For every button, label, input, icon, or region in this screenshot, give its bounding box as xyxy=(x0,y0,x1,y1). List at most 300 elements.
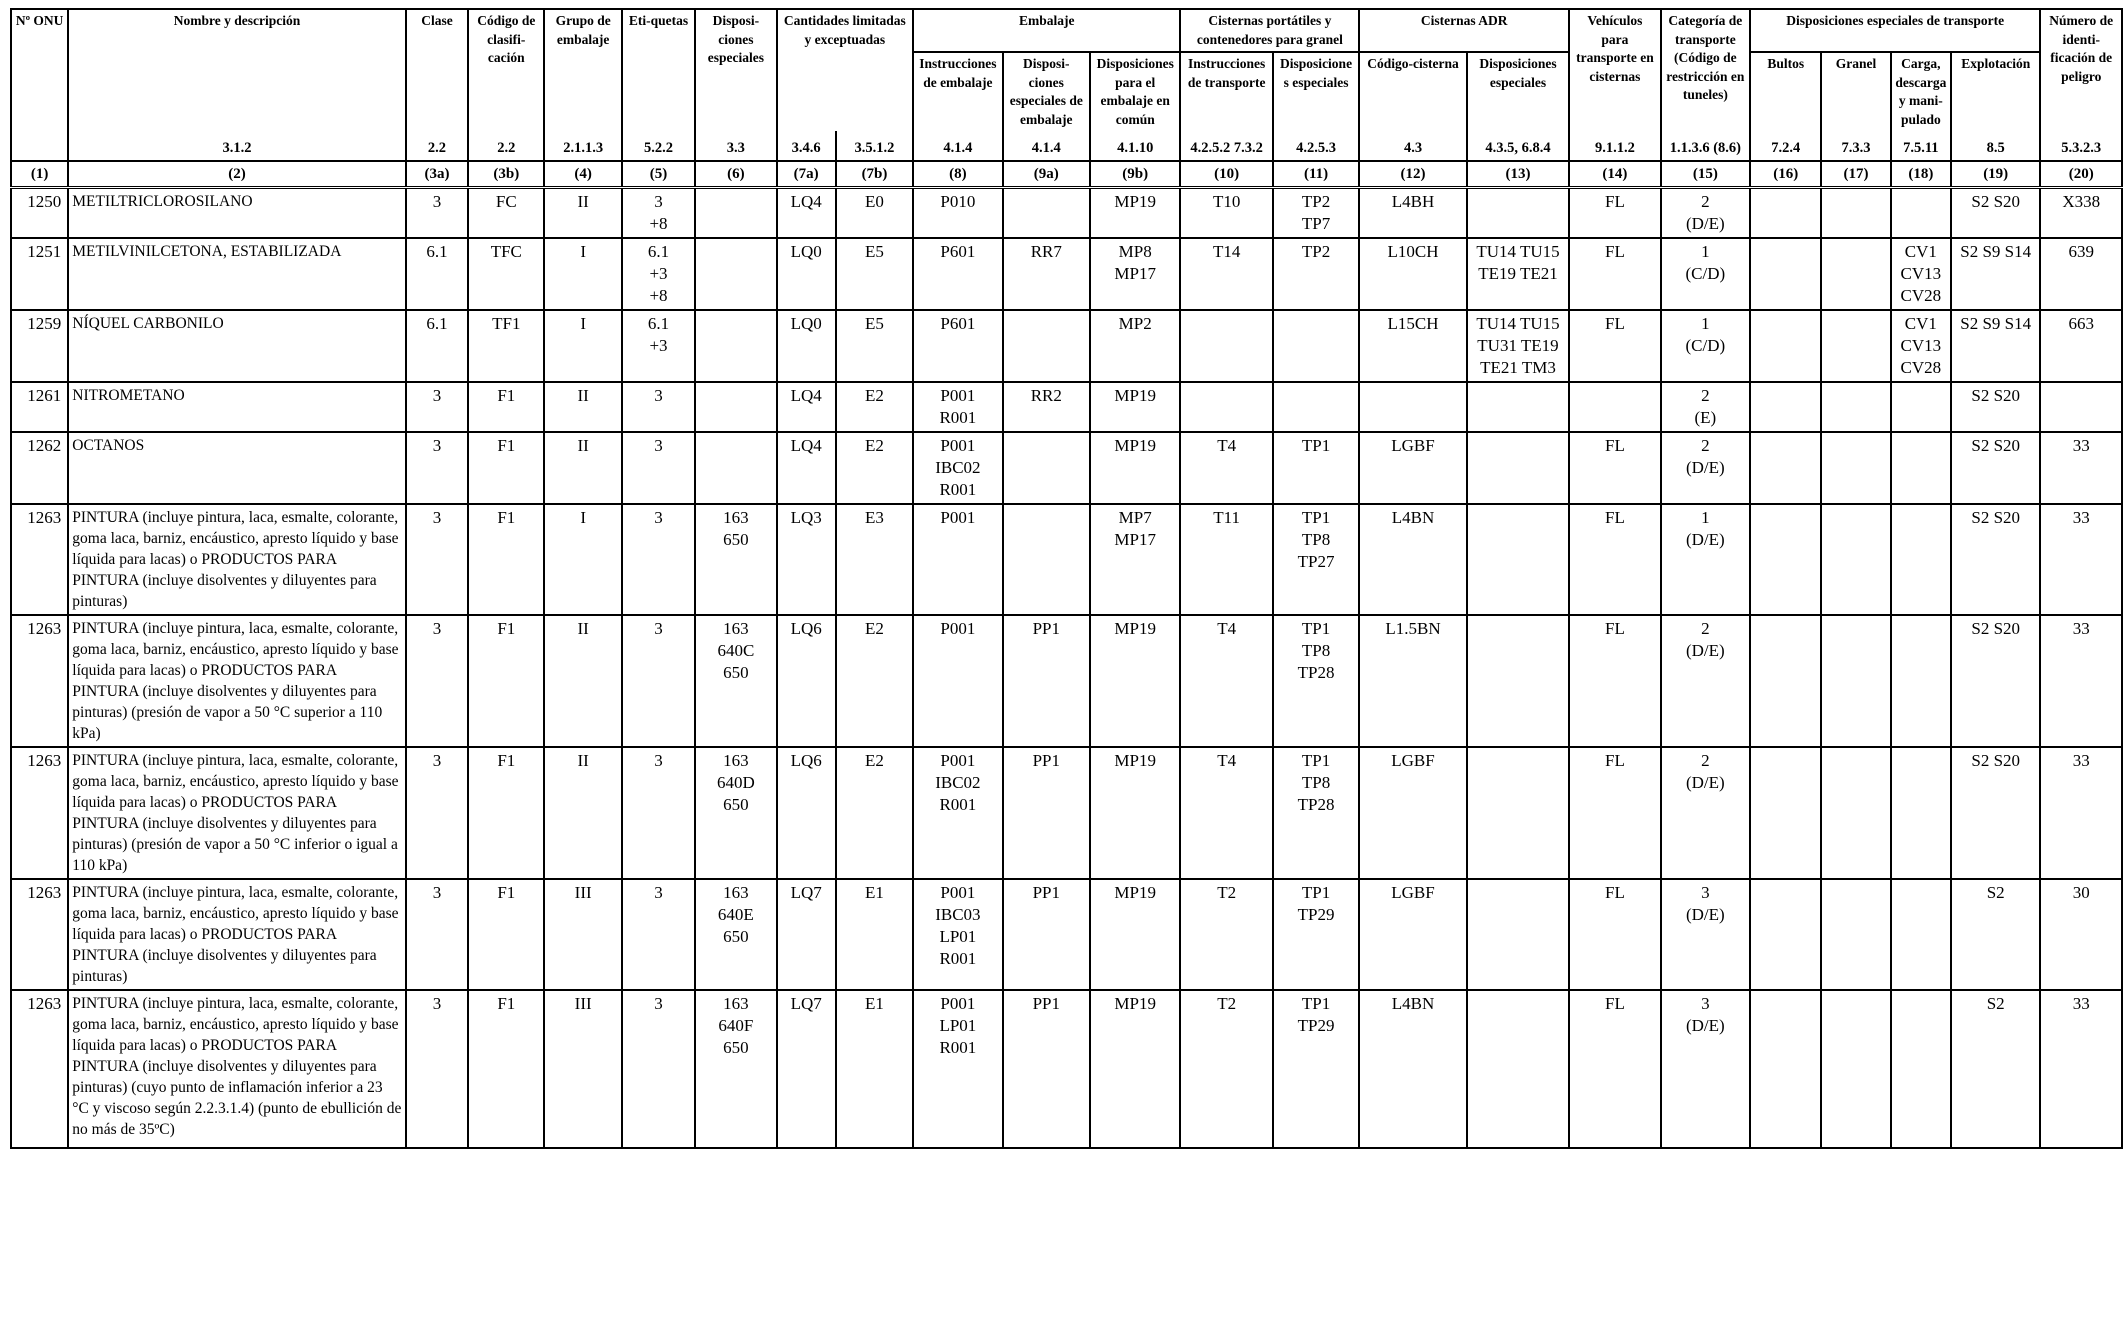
table-row xyxy=(11,879,2122,990)
cell-c7a: LQ4 xyxy=(777,382,836,432)
cell-c13 xyxy=(1467,432,1569,504)
cell-c20: 33 xyxy=(2040,615,2122,747)
column-number-cell: (16) xyxy=(1750,161,1821,188)
cell-c7a: LQ0 xyxy=(777,238,836,310)
cell-c17 xyxy=(1821,747,1890,879)
cell-c17 xyxy=(1821,615,1890,747)
header-hazard-id-number: Número de identi-ficación de peligro xyxy=(2040,9,2122,131)
cell-c18 xyxy=(1891,432,1951,504)
cell-c9a: PP1 xyxy=(1003,879,1090,990)
cell-c15: 1 (C/D) xyxy=(1661,238,1750,310)
cell-c13 xyxy=(1467,747,1569,879)
cell-c2: PINTURA (incluye pintura, laca, esmalte, colorante, goma laca, barniz, encáustico, apresto líquido y base líquida para lacas) o PRODUCTOS PARA PINTURA (incluye disolventes y diluyentes para pinturas) xyxy=(68,504,406,615)
cell-c8: P601 xyxy=(913,310,1002,382)
cell-c12: LGBF xyxy=(1359,432,1467,504)
cell-c19: S2 xyxy=(1951,990,2040,1148)
cell-c10: T11 xyxy=(1180,504,1272,615)
cell-c16 xyxy=(1750,238,1821,310)
header-special-provisions: Disposi-ciones especiales xyxy=(695,9,776,131)
table-row xyxy=(11,238,2122,310)
cell-c14 xyxy=(1569,382,1660,432)
column-number-cell: (14) xyxy=(1569,161,1660,188)
cell-c1: 1262 xyxy=(11,432,68,504)
cell-c15: 2 (D/E) xyxy=(1661,187,1750,238)
reference-row xyxy=(11,131,2122,161)
cell-c2: NÍQUEL CARBONILO xyxy=(68,310,406,382)
cell-c10 xyxy=(1180,310,1272,382)
cell-c9b: MP19 xyxy=(1090,990,1180,1148)
header-transport-provisions-group: Disposiciones especiales de transporte xyxy=(1750,9,2040,52)
table-row xyxy=(11,310,2122,382)
header-operation: Explotación xyxy=(1951,52,2040,131)
header-packing-group: Grupo de embalaje xyxy=(544,9,621,131)
cell-c14: FL xyxy=(1569,990,1660,1148)
cell-c6: 163 640E 650 xyxy=(695,879,776,990)
cell-c17 xyxy=(1821,238,1890,310)
cell-c5: 6.1 +3 +8 xyxy=(622,238,695,310)
ref-cell: 2.1.1.3 xyxy=(544,131,621,161)
cell-c15: 1 (C/D) xyxy=(1661,310,1750,382)
column-number-cell: (1) xyxy=(11,161,68,188)
cell-c19: S2 S20 xyxy=(1951,615,2040,747)
cell-c18 xyxy=(1891,615,1951,747)
header-transport-category: Categoría de transporte (Código de restricción en tuneles) xyxy=(1661,9,1750,131)
ref-cell: 4.3 xyxy=(1359,131,1467,161)
cell-c18 xyxy=(1891,382,1951,432)
cell-c7b: E5 xyxy=(836,310,913,382)
ref-cell: 7.3.3 xyxy=(1821,131,1890,161)
dangerous-goods-table xyxy=(10,8,2123,1149)
column-number-cell: (3b) xyxy=(468,161,544,188)
cell-c3b: F1 xyxy=(468,504,544,615)
cell-c13 xyxy=(1467,879,1569,990)
cell-c9b: MP19 xyxy=(1090,747,1180,879)
cell-c19: S2 S9 S14 xyxy=(1951,310,2040,382)
header-name-description: Nombre y descripción xyxy=(68,9,406,131)
header-limited-excepted-quantities: Cantidades limitadas y exceptuadas xyxy=(777,9,914,131)
cell-c13 xyxy=(1467,615,1569,747)
column-number-cell: (3a) xyxy=(406,161,468,188)
cell-c18 xyxy=(1891,747,1951,879)
header-un-number: Nº ONU xyxy=(11,9,68,131)
cell-c7b: E3 xyxy=(836,504,913,615)
cell-c2: PINTURA (incluye pintura, laca, esmalte, colorante, goma laca, barniz, encáustico, apresto líquido y base líquida para lacas) o PRODUCTOS PARA PINTURA (incluye disolventes y diluyentes para pinturas) (presión de vapor a 50 °C inferior o igual a 110 kPa) xyxy=(68,747,406,879)
table-row xyxy=(11,504,2122,615)
ref-cell: 3.4.6 xyxy=(777,131,836,161)
cell-c11: TP1 TP8 TP27 xyxy=(1273,504,1359,615)
cell-c9b: MP19 xyxy=(1090,615,1180,747)
column-number-cell: (8) xyxy=(913,161,1002,188)
cell-c3a: 6.1 xyxy=(406,238,468,310)
cell-c11: TP2 TP7 xyxy=(1273,187,1359,238)
cell-c10: T10 xyxy=(1180,187,1272,238)
cell-c11: TP1 TP8 TP28 xyxy=(1273,747,1359,879)
column-number-cell: (13) xyxy=(1467,161,1569,188)
cell-c3b: TFC xyxy=(468,238,544,310)
cell-c17 xyxy=(1821,187,1890,238)
cell-c19: S2 S20 xyxy=(1951,432,2040,504)
cell-c9a: RR7 xyxy=(1003,238,1090,310)
cell-c16 xyxy=(1750,747,1821,879)
cell-c10: T2 xyxy=(1180,990,1272,1148)
cell-c5: 3 +8 xyxy=(622,187,695,238)
ref-cell: 7.2.4 xyxy=(1750,131,1821,161)
cell-c15: 3 (D/E) xyxy=(1661,879,1750,990)
cell-c9b: MP19 xyxy=(1090,187,1180,238)
cell-c7b: E5 xyxy=(836,238,913,310)
cell-c3b: TF1 xyxy=(468,310,544,382)
column-number-cell: (5) xyxy=(622,161,695,188)
cell-c14: FL xyxy=(1569,879,1660,990)
table-row xyxy=(11,615,2122,747)
cell-c8: P001 xyxy=(913,615,1002,747)
cell-c12: L1.5BN xyxy=(1359,615,1467,747)
column-number-cell: (17) xyxy=(1821,161,1890,188)
cell-c20: X338 xyxy=(2040,187,2122,238)
cell-c18: CV1 CV13 CV28 xyxy=(1891,310,1951,382)
header-packing-instructions: Instrucciones de embalaje xyxy=(913,52,1002,131)
table-row xyxy=(11,432,2122,504)
cell-c17 xyxy=(1821,310,1890,382)
cell-c3b: F1 xyxy=(468,990,544,1148)
cell-c14: FL xyxy=(1569,747,1660,879)
cell-c1: 1263 xyxy=(11,747,68,879)
header-tank-vehicles: Vehículos para transporte en cisternas xyxy=(1569,9,1660,131)
cell-c16 xyxy=(1750,310,1821,382)
ref-cell: 3.1.2 xyxy=(68,131,406,161)
column-number-cell: (6) xyxy=(695,161,776,188)
cell-c2: OCTANOS xyxy=(68,432,406,504)
cell-c7b: E0 xyxy=(836,187,913,238)
cell-c14: FL xyxy=(1569,238,1660,310)
cell-c19: S2 S20 xyxy=(1951,382,2040,432)
cell-c16 xyxy=(1750,504,1821,615)
column-number-cell: (7b) xyxy=(836,161,913,188)
cell-c7a: LQ0 xyxy=(777,310,836,382)
cell-c9a xyxy=(1003,432,1090,504)
cell-c2: METILVINILCETONA, ESTABILIZADA xyxy=(68,238,406,310)
cell-c15: 2 (D/E) xyxy=(1661,747,1750,879)
cell-c9b: MP8 MP17 xyxy=(1090,238,1180,310)
column-number-cell: (10) xyxy=(1180,161,1272,188)
header-mixed-packing-provisions: Disposiciones para el embalaje en común xyxy=(1090,52,1180,131)
cell-c3a: 3 xyxy=(406,990,468,1148)
cell-c9a xyxy=(1003,187,1090,238)
cell-c11: TP2 xyxy=(1273,238,1359,310)
cell-c9b: MP19 xyxy=(1090,382,1180,432)
cell-c3a: 3 xyxy=(406,879,468,990)
cell-c5: 6.1 +3 xyxy=(622,310,695,382)
header-tank-special-provisions: Disposicione s especiales xyxy=(1273,52,1359,131)
cell-c7b: E2 xyxy=(836,382,913,432)
cell-c5: 3 xyxy=(622,879,695,990)
cell-c16 xyxy=(1750,382,1821,432)
cell-c10: T14 xyxy=(1180,238,1272,310)
cell-c9b: MP19 xyxy=(1090,432,1180,504)
cell-c12: LGBF xyxy=(1359,747,1467,879)
column-number-cell: (19) xyxy=(1951,161,2040,188)
cell-c4: III xyxy=(544,990,621,1148)
cell-c19: S2 S9 S14 xyxy=(1951,238,2040,310)
cell-c8: P010 xyxy=(913,187,1002,238)
ref-cell: 2.2 xyxy=(468,131,544,161)
cell-c2: PINTURA (incluye pintura, laca, esmalte, colorante, goma laca, barniz, encáustico, apresto líquido y base líquida para lacas) o PRODUCTOS PARA PINTURA (incluye disolventes y diluyentes para pinturas) (cuyo punto de inflamación inferior a 23 °C y viscoso según 2.2.3.1.4) (punto de ebullición de no más de 35ºC) xyxy=(68,990,406,1148)
cell-c9a: PP1 xyxy=(1003,615,1090,747)
cell-c12: L10CH xyxy=(1359,238,1467,310)
cell-c8: P001 R001 xyxy=(913,382,1002,432)
cell-c13 xyxy=(1467,187,1569,238)
cell-c7a: LQ3 xyxy=(777,504,836,615)
cell-c3a: 6.1 xyxy=(406,310,468,382)
cell-c17 xyxy=(1821,432,1890,504)
cell-c9b: MP7 MP17 xyxy=(1090,504,1180,615)
header-class: Clase xyxy=(406,9,468,131)
cell-c3b: F1 xyxy=(468,879,544,990)
header-bulk: Granel xyxy=(1821,52,1890,131)
cell-c15: 2 (D/E) xyxy=(1661,432,1750,504)
cell-c5: 3 xyxy=(622,432,695,504)
cell-c15: 2 (E) xyxy=(1661,382,1750,432)
cell-c4: I xyxy=(544,238,621,310)
cell-c18 xyxy=(1891,504,1951,615)
cell-c2: NITROMETANO xyxy=(68,382,406,432)
ref-cell: 5.3.2.3 xyxy=(2040,131,2122,161)
cell-c3a: 3 xyxy=(406,504,468,615)
dangerous-goods-table-wrapper xyxy=(10,8,2123,1149)
cell-c4: II xyxy=(544,432,621,504)
cell-c12: LGBF xyxy=(1359,879,1467,990)
cell-c1: 1263 xyxy=(11,615,68,747)
column-number-cell: (9a) xyxy=(1003,161,1090,188)
cell-c2: METILTRICLOROSILANO xyxy=(68,187,406,238)
ref-cell: 3.3 xyxy=(695,131,776,161)
cell-c7b: E2 xyxy=(836,747,913,879)
cell-c20: 639 xyxy=(2040,238,2122,310)
cell-c19: S2 xyxy=(1951,879,2040,990)
table-row xyxy=(11,990,2122,1148)
header-loading-handling: Carga, descarga y mani-pulado xyxy=(1891,52,1951,131)
cell-c4: II xyxy=(544,187,621,238)
cell-c14: FL xyxy=(1569,310,1660,382)
cell-c7a: LQ6 xyxy=(777,615,836,747)
cell-c5: 3 xyxy=(622,382,695,432)
cell-c7a: LQ7 xyxy=(777,990,836,1148)
cell-c14: FL xyxy=(1569,432,1660,504)
cell-c2: PINTURA (incluye pintura, laca, esmalte, colorante, goma laca, barniz, encáustico, apresto líquido y base líquida para lacas) o PRODUCTOS PARA PINTURA (incluye disolventes y diluyentes para pinturas) (presión de vapor a 50 °C superior a 110 kPa) xyxy=(68,615,406,747)
cell-c12: L4BH xyxy=(1359,187,1467,238)
header-packaging-group: Embalaje xyxy=(913,9,1180,52)
cell-c9a: PP1 xyxy=(1003,990,1090,1148)
cell-c12: L15CH xyxy=(1359,310,1467,382)
cell-c3b: FC xyxy=(468,187,544,238)
cell-c13 xyxy=(1467,990,1569,1148)
cell-c7b: E1 xyxy=(836,990,913,1148)
cell-c1: 1251 xyxy=(11,238,68,310)
cell-c15: 2 (D/E) xyxy=(1661,615,1750,747)
cell-c18 xyxy=(1891,879,1951,990)
cell-c11: TP1 TP29 xyxy=(1273,990,1359,1148)
cell-c15: 1 (D/E) xyxy=(1661,504,1750,615)
cell-c5: 3 xyxy=(622,990,695,1148)
cell-c7b: E1 xyxy=(836,879,913,990)
header-classification-code: Código de clasifi-cación xyxy=(468,9,544,131)
cell-c11: TP1 xyxy=(1273,432,1359,504)
ref-cell: 9.1.1.2 xyxy=(1569,131,1660,161)
ref-cell: 1.1.3.6 (8.6) xyxy=(1661,131,1750,161)
cell-c17 xyxy=(1821,504,1890,615)
cell-c20: 663 xyxy=(2040,310,2122,382)
cell-c16 xyxy=(1750,990,1821,1148)
cell-c1: 1250 xyxy=(11,187,68,238)
cell-c20: 33 xyxy=(2040,747,2122,879)
table-row xyxy=(11,187,2122,238)
cell-c20: 33 xyxy=(2040,990,2122,1148)
cell-c9a: RR2 xyxy=(1003,382,1090,432)
cell-c10: T4 xyxy=(1180,747,1272,879)
cell-c15: 3 (D/E) xyxy=(1661,990,1750,1148)
cell-c10 xyxy=(1180,382,1272,432)
cell-c7b: E2 xyxy=(836,432,913,504)
cell-c4: I xyxy=(544,504,621,615)
column-number-row xyxy=(11,161,2122,188)
cell-c10: T2 xyxy=(1180,879,1272,990)
cell-c6: 163 640C 650 xyxy=(695,615,776,747)
cell-c6: 163 640F 650 xyxy=(695,990,776,1148)
cell-c6 xyxy=(695,382,776,432)
ref-cell: 4.3.5, 6.8.4 xyxy=(1467,131,1569,161)
column-number-cell: (12) xyxy=(1359,161,1467,188)
cell-c2: PINTURA (incluye pintura, laca, esmalte, colorante, goma laca, barniz, encáustico, apresto líquido y base líquida para lacas) o PRODUCTOS PARA PINTURA (incluye disolventes y diluyentes para pinturas) xyxy=(68,879,406,990)
cell-c9b: MP19 xyxy=(1090,879,1180,990)
cell-c8: P601 xyxy=(913,238,1002,310)
cell-c1: 1263 xyxy=(11,990,68,1148)
cell-c13 xyxy=(1467,504,1569,615)
cell-c7a: LQ7 xyxy=(777,879,836,990)
ref-cell: 7.5.11 xyxy=(1891,131,1951,161)
cell-c20 xyxy=(2040,382,2122,432)
header-tank-instructions: Instrucciones de transporte xyxy=(1180,52,1272,131)
cell-c13 xyxy=(1467,382,1569,432)
cell-c4: II xyxy=(544,615,621,747)
cell-c3b: F1 xyxy=(468,747,544,879)
ref-cell: 4.2.5.3 xyxy=(1273,131,1359,161)
cell-c6 xyxy=(695,432,776,504)
cell-c14: FL xyxy=(1569,187,1660,238)
cell-c16 xyxy=(1750,879,1821,990)
cell-c5: 3 xyxy=(622,747,695,879)
cell-c6 xyxy=(695,238,776,310)
column-number-cell: (9b) xyxy=(1090,161,1180,188)
cell-c8: P001 IBC02 R001 xyxy=(913,747,1002,879)
cell-c12: L4BN xyxy=(1359,504,1467,615)
ref-cell: 4.2.5.2 7.3.2 xyxy=(1180,131,1272,161)
cell-c10: T4 xyxy=(1180,615,1272,747)
header-labels: Eti-quetas xyxy=(622,9,695,131)
column-number-cell: (4) xyxy=(544,161,621,188)
cell-c18 xyxy=(1891,187,1951,238)
cell-c18: CV1 CV13 CV28 xyxy=(1891,238,1951,310)
cell-c8: P001 LP01 R001 xyxy=(913,990,1002,1148)
cell-c7a: LQ4 xyxy=(777,432,836,504)
ref-cell: 4.1.4 xyxy=(913,131,1002,161)
cell-c7a: LQ6 xyxy=(777,747,836,879)
cell-c11: TP1 TP8 TP28 xyxy=(1273,615,1359,747)
header-tank-code: Código-cisterna xyxy=(1359,52,1467,131)
cell-c4: II xyxy=(544,382,621,432)
ref-cell: 8.5 xyxy=(1951,131,2040,161)
cell-c7b: E2 xyxy=(836,615,913,747)
cell-c11: TP1 TP29 xyxy=(1273,879,1359,990)
cell-c20: 33 xyxy=(2040,432,2122,504)
cell-c11 xyxy=(1273,382,1359,432)
cell-c5: 3 xyxy=(622,504,695,615)
cell-c4: III xyxy=(544,879,621,990)
column-number-cell: (2) xyxy=(68,161,406,188)
header-special-packing-provisions: Disposi-ciones especiales de embalaje xyxy=(1003,52,1090,131)
cell-c3b: F1 xyxy=(468,615,544,747)
cell-c20: 30 xyxy=(2040,879,2122,990)
cell-c14: FL xyxy=(1569,615,1660,747)
cell-c3a: 3 xyxy=(406,747,468,879)
cell-c12 xyxy=(1359,382,1467,432)
cell-c3b: F1 xyxy=(468,382,544,432)
header-adr-tanks-group: Cisternas ADR xyxy=(1359,9,1569,52)
ref-cell: 3.5.1.2 xyxy=(836,131,913,161)
cell-c12: L4BN xyxy=(1359,990,1467,1148)
ref-cell: 2.2 xyxy=(406,131,468,161)
cell-c9a: PP1 xyxy=(1003,747,1090,879)
cell-c6: 163 650 xyxy=(695,504,776,615)
cell-c19: S2 S20 xyxy=(1951,504,2040,615)
column-number-cell: (15) xyxy=(1661,161,1750,188)
cell-c20: 33 xyxy=(2040,504,2122,615)
cell-c4: I xyxy=(544,310,621,382)
ref-cell: 5.2.2 xyxy=(622,131,695,161)
cell-c17 xyxy=(1821,879,1890,990)
cell-c3b: F1 xyxy=(468,432,544,504)
table-row xyxy=(11,382,2122,432)
column-number-cell: (18) xyxy=(1891,161,1951,188)
cell-c6: 163 640D 650 xyxy=(695,747,776,879)
header-portable-tanks-group: Cisternas portátiles y contenedores para granel xyxy=(1180,9,1359,52)
ref-cell: 4.1.4 xyxy=(1003,131,1090,161)
cell-c19: S2 S20 xyxy=(1951,747,2040,879)
ref-cell: 4.1.10 xyxy=(1090,131,1180,161)
cell-c6 xyxy=(695,187,776,238)
cell-c3a: 3 xyxy=(406,432,468,504)
cell-c1: 1259 xyxy=(11,310,68,382)
header-packages: Bultos xyxy=(1750,52,1821,131)
cell-c3a: 3 xyxy=(406,615,468,747)
cell-c16 xyxy=(1750,187,1821,238)
cell-c1: 1261 xyxy=(11,382,68,432)
cell-c16 xyxy=(1750,432,1821,504)
cell-c16 xyxy=(1750,615,1821,747)
cell-c9b: MP2 xyxy=(1090,310,1180,382)
column-number-cell: (11) xyxy=(1273,161,1359,188)
cell-c14: FL xyxy=(1569,504,1660,615)
cell-c17 xyxy=(1821,990,1890,1148)
table-body xyxy=(11,187,2122,1148)
cell-c13: TU14 TU15 TE19 TE21 xyxy=(1467,238,1569,310)
cell-c19: S2 S20 xyxy=(1951,187,2040,238)
cell-c18 xyxy=(1891,990,1951,1148)
cell-c10: T4 xyxy=(1180,432,1272,504)
ref-cell xyxy=(11,131,68,161)
cell-c7a: LQ4 xyxy=(777,187,836,238)
cell-c1: 1263 xyxy=(11,504,68,615)
cell-c3a: 3 xyxy=(406,382,468,432)
